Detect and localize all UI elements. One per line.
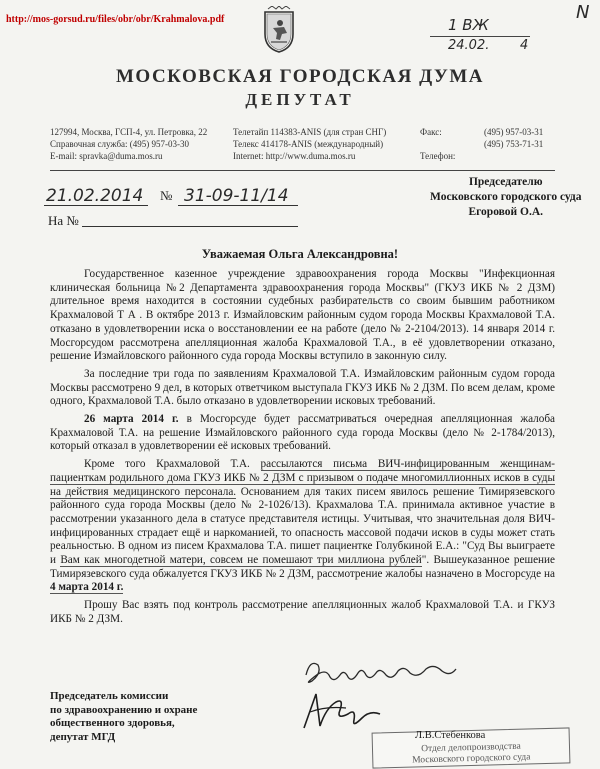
stamp-line-1: Отдел делопроизводства: [421, 741, 521, 755]
hearing-date-1: 26 марта 2014 г.: [84, 413, 179, 426]
contact-labels-block: [420, 126, 455, 162]
signatory-name: Л.В.Стебенкова: [415, 730, 486, 741]
paragraph-2: За последние три года по заявлениям Крахмаловой Т.А. Измайловским районным судом города Москвы рассмотрено 9 дел, в которых ответчиком выступала ГКУЗ ИКБ № 2 ДЗМ. По всем делам, кроме одного, Крахмаловой Т.А. было отказано в удовлетворении исковых требований.: [50, 367, 555, 408]
paragraph-4-underlined-1: рассылаются письма ВИЧ-инфицированным женщинам-пациенткам родильного дома ГКУЗ ИКБ № 2 ДЗМ с призывом о подаче многомиллионных исков в суды на действия медицинского персонала.: [50, 458, 555, 498]
paragraph-4-text-c: ". Вышеуказанное решение Тимирязевского суда обжалуется ГКУЗ ИКБ № 2 ДЗМ, рассмотрение жалобы назначено в Мосгорсуде на: [50, 554, 555, 580]
handwritten-signature-icon: [296, 688, 386, 736]
contact-fax-label: Факс:: [420, 127, 442, 137]
outgoing-date: 21.02.2014: [46, 186, 144, 206]
contact-email: E-mail: spravka@duma.mos.ru: [50, 151, 163, 161]
reference-line: [82, 226, 298, 227]
moscow-coat-of-arms-icon: [262, 6, 296, 54]
source-url[interactable]: http://mos-gorsud.ru/files/obr/obr/Krahmalova.pdf: [6, 14, 225, 25]
addressee-line-2: Московского городского суда: [430, 191, 582, 203]
contact-address: 127994, Москва, ГСП-4, ул. Петровка, 22: [50, 127, 208, 137]
handwritten-registration: 1 ВЖ: [448, 16, 489, 34]
paragraph-1: Государственное казенное учреждение здравоохранения города Москвы "Инфекционная клиническая больница №2 Департамента здравоохранения города Москвы" (ГКУЗ ИКБ № 2 ДЗМ) длительное время находится в состоянии судебных разбирательств со своим бывшим работником Крахмаловой Т А . В октябре 2013 г. Измайловским районным судом города Москвы Крахмаловой Т.А. отказано в удовлетворении иска о восстановлении ее на работе (дело № 2-2104/2013). 14 января 2014 г. Мосгорсудом рассмотрена апелляционная жалоба Крахмаловой Т.А., в её удовлетворении отказано, решение Измайловского районного суда города Москвы вступило в законную силу.: [50, 268, 555, 363]
handwritten-registration-number: 4: [520, 38, 529, 53]
paragraph-3: [50, 413, 555, 454]
addressee-line-1: Председателю: [468, 176, 543, 188]
addressee-line-3: Егоровой О.А.: [468, 206, 544, 218]
paragraph-4-text-a: Кроме того Крахмаловой Т.А.: [84, 458, 261, 471]
letter-body: [50, 268, 555, 631]
outgoing-date-line: [44, 205, 148, 206]
signatory-title-line-3: общественного здоровья,: [50, 717, 175, 729]
signatory-title-line-4: депутат МГД: [50, 730, 116, 743]
hearing-date-2: 4 марта 2014 г.: [50, 581, 124, 594]
contact-numbers-block: [484, 126, 543, 150]
outgoing-number-line: [178, 205, 298, 206]
handwritten-resolution-signature-icon: [300, 655, 460, 689]
contact-address-block: [50, 126, 207, 162]
contact-helpdesk: Справочная служба: (495) 957-03-30: [50, 139, 190, 149]
contact-teletype: Телетайп 114383-ANIS (для стран СНГ): [233, 127, 387, 137]
signatory-title-line-2: по здравоохранению и охране: [50, 703, 198, 716]
paragraph-4-underlined-2: Вам как многодетной матери, совсем не помешают три миллиона рублей: [60, 554, 422, 567]
organization-name: МОСКОВСКАЯ ГОРОДСКАЯ ДУМА: [116, 66, 484, 87]
paragraph-3-text: в Мосгорсуде будет рассматриваться очередная апелляционная жалоба Крахмаловой Т.А. на решение Измайловского районного суда города Москвы (дело № 2-1784/2013), который отказал в удовлетворении её исковых требований.: [50, 413, 555, 453]
signatory-title-line-1: Председатель комиссии: [50, 690, 169, 702]
registration-underline: [430, 36, 530, 37]
paragraph-5: Прошу Вас взять под контроль рассмотрение апелляционных жалоб Крахмаловой Т.А. и ГКУЗ ИКБ № 2 ДЗМ.: [50, 599, 555, 625]
salutation: Уважаемая Ольга Александровна!: [201, 247, 399, 261]
header-divider: [50, 170, 555, 171]
handwritten-registration-date: 24.02.: [448, 38, 490, 53]
signatory-title: [50, 690, 197, 744]
reference-label: На №: [48, 213, 79, 228]
contact-empty-label: [420, 138, 455, 150]
organization-role: ДЕПУТАТ: [245, 90, 355, 109]
contact-telex: Телекс 414178-ANIS (международный): [233, 139, 384, 149]
contact-telex-block: [233, 126, 386, 162]
stamp-line-2: Московского городского суда: [412, 752, 531, 766]
contact-phone-label: Телефон:: [420, 151, 456, 161]
contact-internet: Internet: http://www.duma.mos.ru: [233, 151, 356, 161]
handwritten-corner-mark: N: [576, 2, 590, 23]
contact-fax-number-2: (495) 753-71-31: [484, 139, 544, 149]
addressee-block: [430, 175, 582, 220]
paragraph-4: [50, 458, 555, 595]
contact-fax-number: (495) 957-03-31: [484, 127, 544, 137]
outgoing-number: 31-09-11/14: [184, 186, 289, 206]
paragraph-4-text-b: Основанием для таких писем явилось решение Тимирязевского районного суда города Москвы (дело № 2-1026/13). Крахмалова Т.А. принимала активное участие в рассмотрении указанного дела в статусе представителя истицы. Учитывая, что значительная доля ВИЧ-инфицированных страдает ещё и наркоманией, то опасность массовой подачи исков в суды может стать реальностью. В одном из писем Крахмалова Т.А. пишет пациентке Голубкиной Е.А.: "Суд Вы выиграете и: [50, 485, 555, 567]
outgoing-number-sign: №: [160, 188, 173, 203]
